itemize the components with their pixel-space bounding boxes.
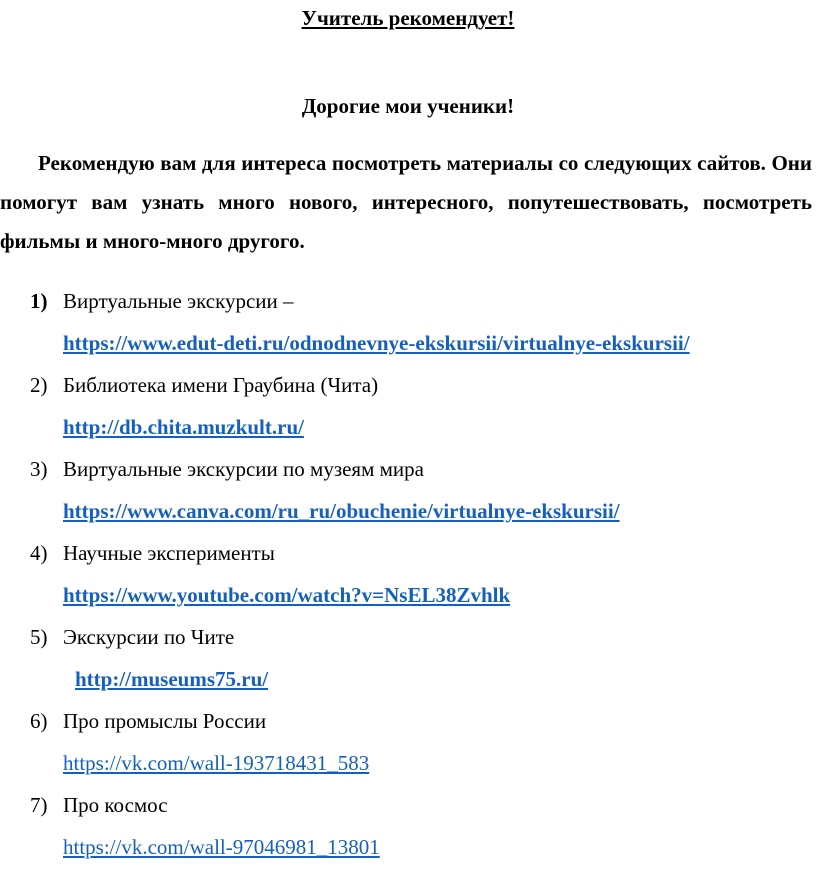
list-item-label: Научные эксперименты [63, 541, 275, 565]
graubin-library-link[interactable]: http://db.chita.muzkult.ru/ [63, 415, 304, 439]
greeting-heading: Дорогие мои ученики! [301, 94, 515, 118]
intro-paragraph: Рекомендую вам для интереса посмотреть материалы со следующих сайтов. Они помогут вам узнать много нового, интересного, попутешествовать, посмотреть фильмы и много-много другого. [0, 151, 812, 253]
russian-crafts-link[interactable]: https://vk.com/wall-193718431_583 [63, 751, 370, 775]
list-item-label: Про промыслы России [63, 709, 267, 733]
list-item-label: Про космос [63, 793, 168, 817]
space-link[interactable]: https://vk.com/wall-97046981_13801 [63, 835, 380, 859]
list-item-label: Виртуальные экскурсии по музеям мира [63, 457, 424, 481]
virtual-excursions-link[interactable]: https://www.edut-deti.ru/odnodnevnye-ekskursii/virtualnye-ekskursii/ [63, 331, 690, 355]
list-item-number: 7) [30, 793, 48, 817]
world-museums-link[interactable]: https://www.canva.com/ru_ru/obuchenie/virtualnye-ekskursii/ [63, 499, 620, 523]
list-item-number: 3) [30, 457, 48, 481]
list-item-number: 6) [30, 709, 48, 733]
list-item-number: 2) [30, 373, 48, 397]
list-item-number: 1) [30, 289, 48, 313]
list-item-number: 4) [30, 541, 48, 565]
list-item-number: 5) [30, 625, 48, 649]
list-item-label: Библиотека имени Граубина (Чита) [63, 373, 379, 397]
list-item-label: Экскурсии по Чите [63, 625, 235, 649]
science-experiments-link[interactable]: https://www.youtube.com/watch?v=NsEL38Zvhlk [63, 583, 511, 607]
document-title: Учитель рекомендует! [301, 6, 515, 30]
chita-excursions-link[interactable]: http://museums75.ru/ [75, 667, 269, 691]
list-item-label: Виртуальные экскурсии – [63, 289, 294, 313]
